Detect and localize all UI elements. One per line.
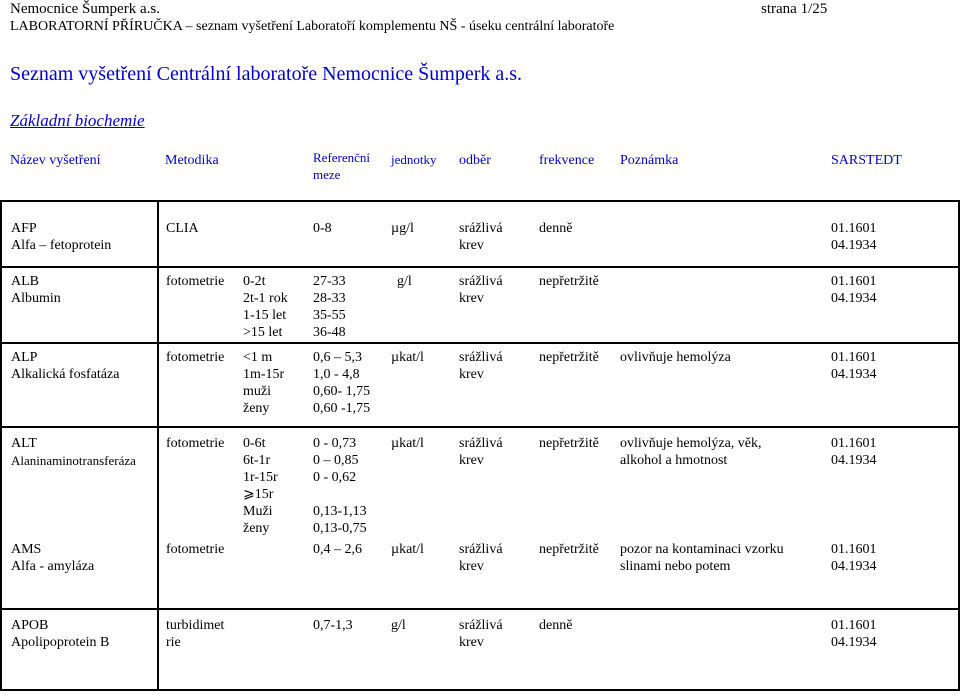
test-note: pozor na kontaminaci vzorku bbox=[620, 542, 784, 557]
test-unit: g/l bbox=[391, 618, 406, 633]
test-code: ALP bbox=[11, 350, 38, 365]
test-ref: 0,60 -1,75 bbox=[313, 401, 371, 416]
test-sample: krev bbox=[459, 453, 484, 468]
row-divider bbox=[0, 266, 960, 268]
test-ref: 35-55 bbox=[313, 308, 346, 323]
test-code: APOB bbox=[11, 618, 49, 633]
column-ref-1: Referenční bbox=[313, 150, 371, 165]
test-sample: krev bbox=[459, 635, 484, 650]
test-sarstedt: 01.1601 bbox=[831, 350, 877, 365]
test-sample: krev bbox=[459, 367, 484, 382]
test-ref: 0-8 bbox=[313, 221, 332, 236]
test-sarstedt: 04.1934 bbox=[831, 453, 877, 468]
test-ref: 36-48 bbox=[313, 325, 346, 340]
row-divider bbox=[0, 342, 960, 344]
test-ref: 0 - 0,73 bbox=[313, 436, 357, 451]
test-note: slinami nebo potem bbox=[620, 559, 731, 574]
test-age: ženy bbox=[243, 401, 270, 416]
test-unit: µkat/l bbox=[391, 350, 424, 365]
test-unit: µg/l bbox=[391, 221, 414, 236]
test-frequency: denně bbox=[539, 221, 573, 236]
test-method: fotometrie bbox=[166, 350, 225, 365]
test-sample: srážlivá bbox=[459, 618, 503, 633]
test-sarstedt: 01.1601 bbox=[831, 221, 877, 236]
test-frequency: nepřetržitě bbox=[539, 350, 599, 365]
test-ref: 1,0 - 4,8 bbox=[313, 367, 360, 382]
test-code: ALB bbox=[11, 274, 39, 289]
test-ref: 0,4 – 2,6 bbox=[313, 542, 362, 557]
row-divider bbox=[0, 426, 960, 428]
test-ref: 0,6 – 5,3 bbox=[313, 350, 362, 365]
test-unit: g/l bbox=[397, 274, 412, 289]
test-ref: 28-33 bbox=[313, 291, 346, 306]
section-title: Základní biochemie bbox=[10, 111, 145, 130]
test-name: Apolipoprotein B bbox=[11, 635, 110, 650]
test-age: ženy bbox=[243, 521, 270, 536]
test-ref: 0 – 0,85 bbox=[313, 453, 359, 468]
test-code: ALT bbox=[11, 436, 37, 451]
column-divider bbox=[157, 200, 159, 691]
test-sample: srážlivá bbox=[459, 274, 503, 289]
test-age: 1m-15r bbox=[243, 367, 285, 382]
header-subtitle: LABORATORNÍ PŘÍRUČKA – seznam vyšetření Laboratoří komplementu NŠ - úseku centrální laboratoře bbox=[10, 19, 615, 34]
test-unit: µkat/l bbox=[391, 542, 424, 557]
test-unit: µkat/l bbox=[391, 436, 424, 451]
test-name: Alfa – fetoprotein bbox=[11, 238, 112, 253]
test-name: Alaninaminotransferáza bbox=[11, 453, 136, 468]
test-sarstedt: 04.1934 bbox=[831, 367, 877, 382]
test-sarstedt: 04.1934 bbox=[831, 559, 877, 574]
column-method: Metodika bbox=[165, 153, 219, 168]
test-age: muži bbox=[243, 384, 271, 399]
test-name: Alfa - amyláza bbox=[11, 559, 95, 574]
test-sample: srážlivá bbox=[459, 350, 503, 365]
test-sarstedt: 04.1934 bbox=[831, 238, 877, 253]
test-age: 1-15 let bbox=[243, 308, 287, 323]
test-age: <1 m bbox=[243, 350, 273, 365]
row-divider bbox=[0, 608, 960, 610]
row-divider bbox=[0, 200, 960, 202]
header-page: strana 1/25 bbox=[761, 1, 828, 17]
test-ref: 27-33 bbox=[313, 274, 346, 289]
test-code: AMS bbox=[11, 542, 42, 557]
test-age: 0-2t bbox=[243, 274, 266, 289]
test-method: rie bbox=[166, 635, 181, 650]
test-sarstedt: 01.1601 bbox=[831, 542, 877, 557]
test-sample: krev bbox=[459, 238, 484, 253]
test-name: Alkalická fosfatáza bbox=[11, 367, 120, 382]
column-frequency: frekvence bbox=[539, 153, 595, 168]
column-note: Poznámka bbox=[620, 153, 679, 168]
test-ref: 0,7-1,3 bbox=[313, 618, 353, 633]
test-method: CLIA bbox=[166, 221, 199, 236]
column-name: Název vyšetření bbox=[10, 153, 101, 168]
header-hospital: Nemocnice Šumperk a.s. bbox=[10, 1, 160, 17]
page-title: Seznam vyšetření Centrální laboratoře Nemocnice Šumperk a.s. bbox=[10, 63, 523, 85]
test-age: ⩾15r bbox=[243, 487, 274, 502]
test-method: turbidimet bbox=[166, 618, 225, 633]
test-sample: krev bbox=[459, 559, 484, 574]
test-ref: 0,13-1,13 bbox=[313, 504, 367, 519]
test-name: Albumin bbox=[11, 291, 61, 306]
test-frequency: nepřetržitě bbox=[539, 436, 599, 451]
test-sarstedt: 01.1601 bbox=[831, 618, 877, 633]
test-ref: 0,60- 1,75 bbox=[313, 384, 371, 399]
row-divider bbox=[0, 689, 960, 691]
test-sarstedt: 01.1601 bbox=[831, 436, 877, 451]
test-age: 6t-1r bbox=[243, 453, 271, 468]
test-age: 2t-1 rok bbox=[243, 291, 288, 306]
test-sarstedt: 04.1934 bbox=[831, 635, 877, 650]
test-sample: srážlivá bbox=[459, 221, 503, 236]
test-method: fotometrie bbox=[166, 542, 225, 557]
test-frequency: nepřetržitě bbox=[539, 274, 599, 289]
column-sample: odběr bbox=[459, 153, 491, 168]
test-frequency: nepřetržitě bbox=[539, 542, 599, 557]
column-sarstedt: SARSTEDT bbox=[831, 153, 902, 168]
test-sarstedt: 04.1934 bbox=[831, 291, 877, 306]
column-divider bbox=[0, 200, 2, 691]
test-sarstedt: 01.1601 bbox=[831, 274, 877, 289]
test-age: 0-6t bbox=[243, 436, 266, 451]
test-note: ovlivňuje hemolýza, věk, bbox=[620, 436, 762, 451]
test-note: ovlivňuje hemolýza bbox=[620, 350, 731, 365]
test-sample: srážlivá bbox=[459, 542, 503, 557]
test-frequency: denně bbox=[539, 618, 573, 633]
test-ref: 0,13-0,75 bbox=[313, 521, 367, 536]
test-sample: srážlivá bbox=[459, 436, 503, 451]
test-age: 1r-15r bbox=[243, 470, 278, 485]
column-ref-2: meze bbox=[313, 167, 341, 182]
test-note: alkohol a hmotnost bbox=[620, 453, 728, 468]
test-method: fotometrie bbox=[166, 436, 225, 451]
column-units: jednotky bbox=[391, 152, 437, 167]
test-age: Muži bbox=[243, 504, 273, 519]
test-age: >15 let bbox=[243, 325, 283, 340]
test-method: fotometrie bbox=[166, 274, 225, 289]
test-ref: 0 - 0,62 bbox=[313, 470, 357, 485]
test-sample: krev bbox=[459, 291, 484, 306]
test-code: AFP bbox=[11, 221, 37, 236]
